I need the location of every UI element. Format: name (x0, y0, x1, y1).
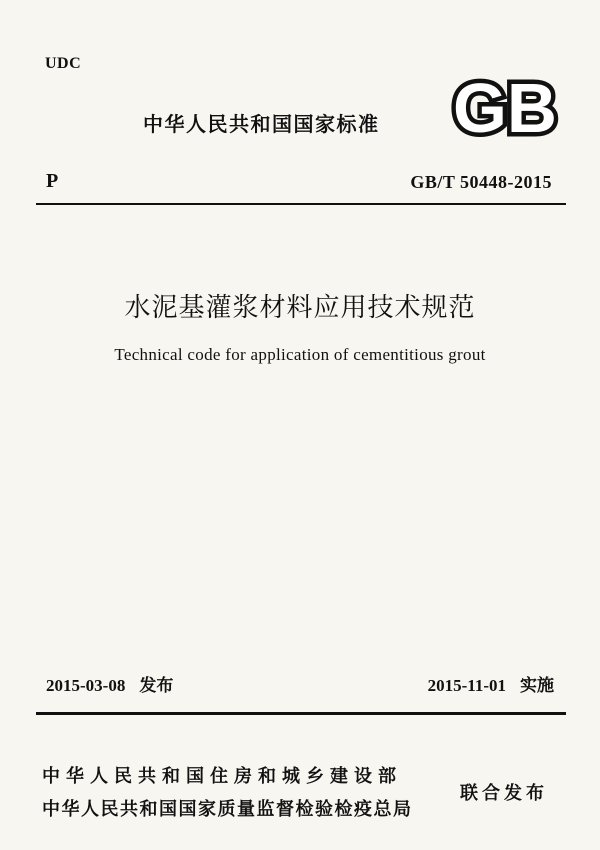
issue-label: 发布 (139, 676, 174, 696)
issue-date: 2015-03-08 (46, 676, 126, 695)
gb-logo (450, 76, 560, 138)
header-rule (36, 203, 566, 205)
implement-label: 实施 (520, 676, 554, 696)
title-chinese: 水泥基灌浆材料应用技术规范 (124, 293, 476, 323)
issuer-ministry-housing: 中华人民共和国住房和城乡建设部 (42, 766, 402, 787)
joint-issue-label: 联合发布 (460, 783, 548, 804)
implement-date-row (428, 671, 554, 696)
title-english: Technical code for application of cementitious grout (114, 345, 486, 364)
standard-type: 中华人民共和国国家标准 (143, 112, 380, 136)
footer-rule (36, 712, 566, 715)
issuer-aqsiq: 中华人民共和国国家质量监督检验检疫总局 (42, 799, 413, 820)
issue-date-row (46, 671, 173, 696)
udc-label: UDC (45, 55, 82, 72)
standard-number: GB/T 50448-2015 (410, 172, 552, 192)
gb-logo-text: GB (453, 76, 557, 138)
implement-date: 2015-11-01 (427, 676, 506, 695)
classification-code: P (46, 170, 59, 192)
